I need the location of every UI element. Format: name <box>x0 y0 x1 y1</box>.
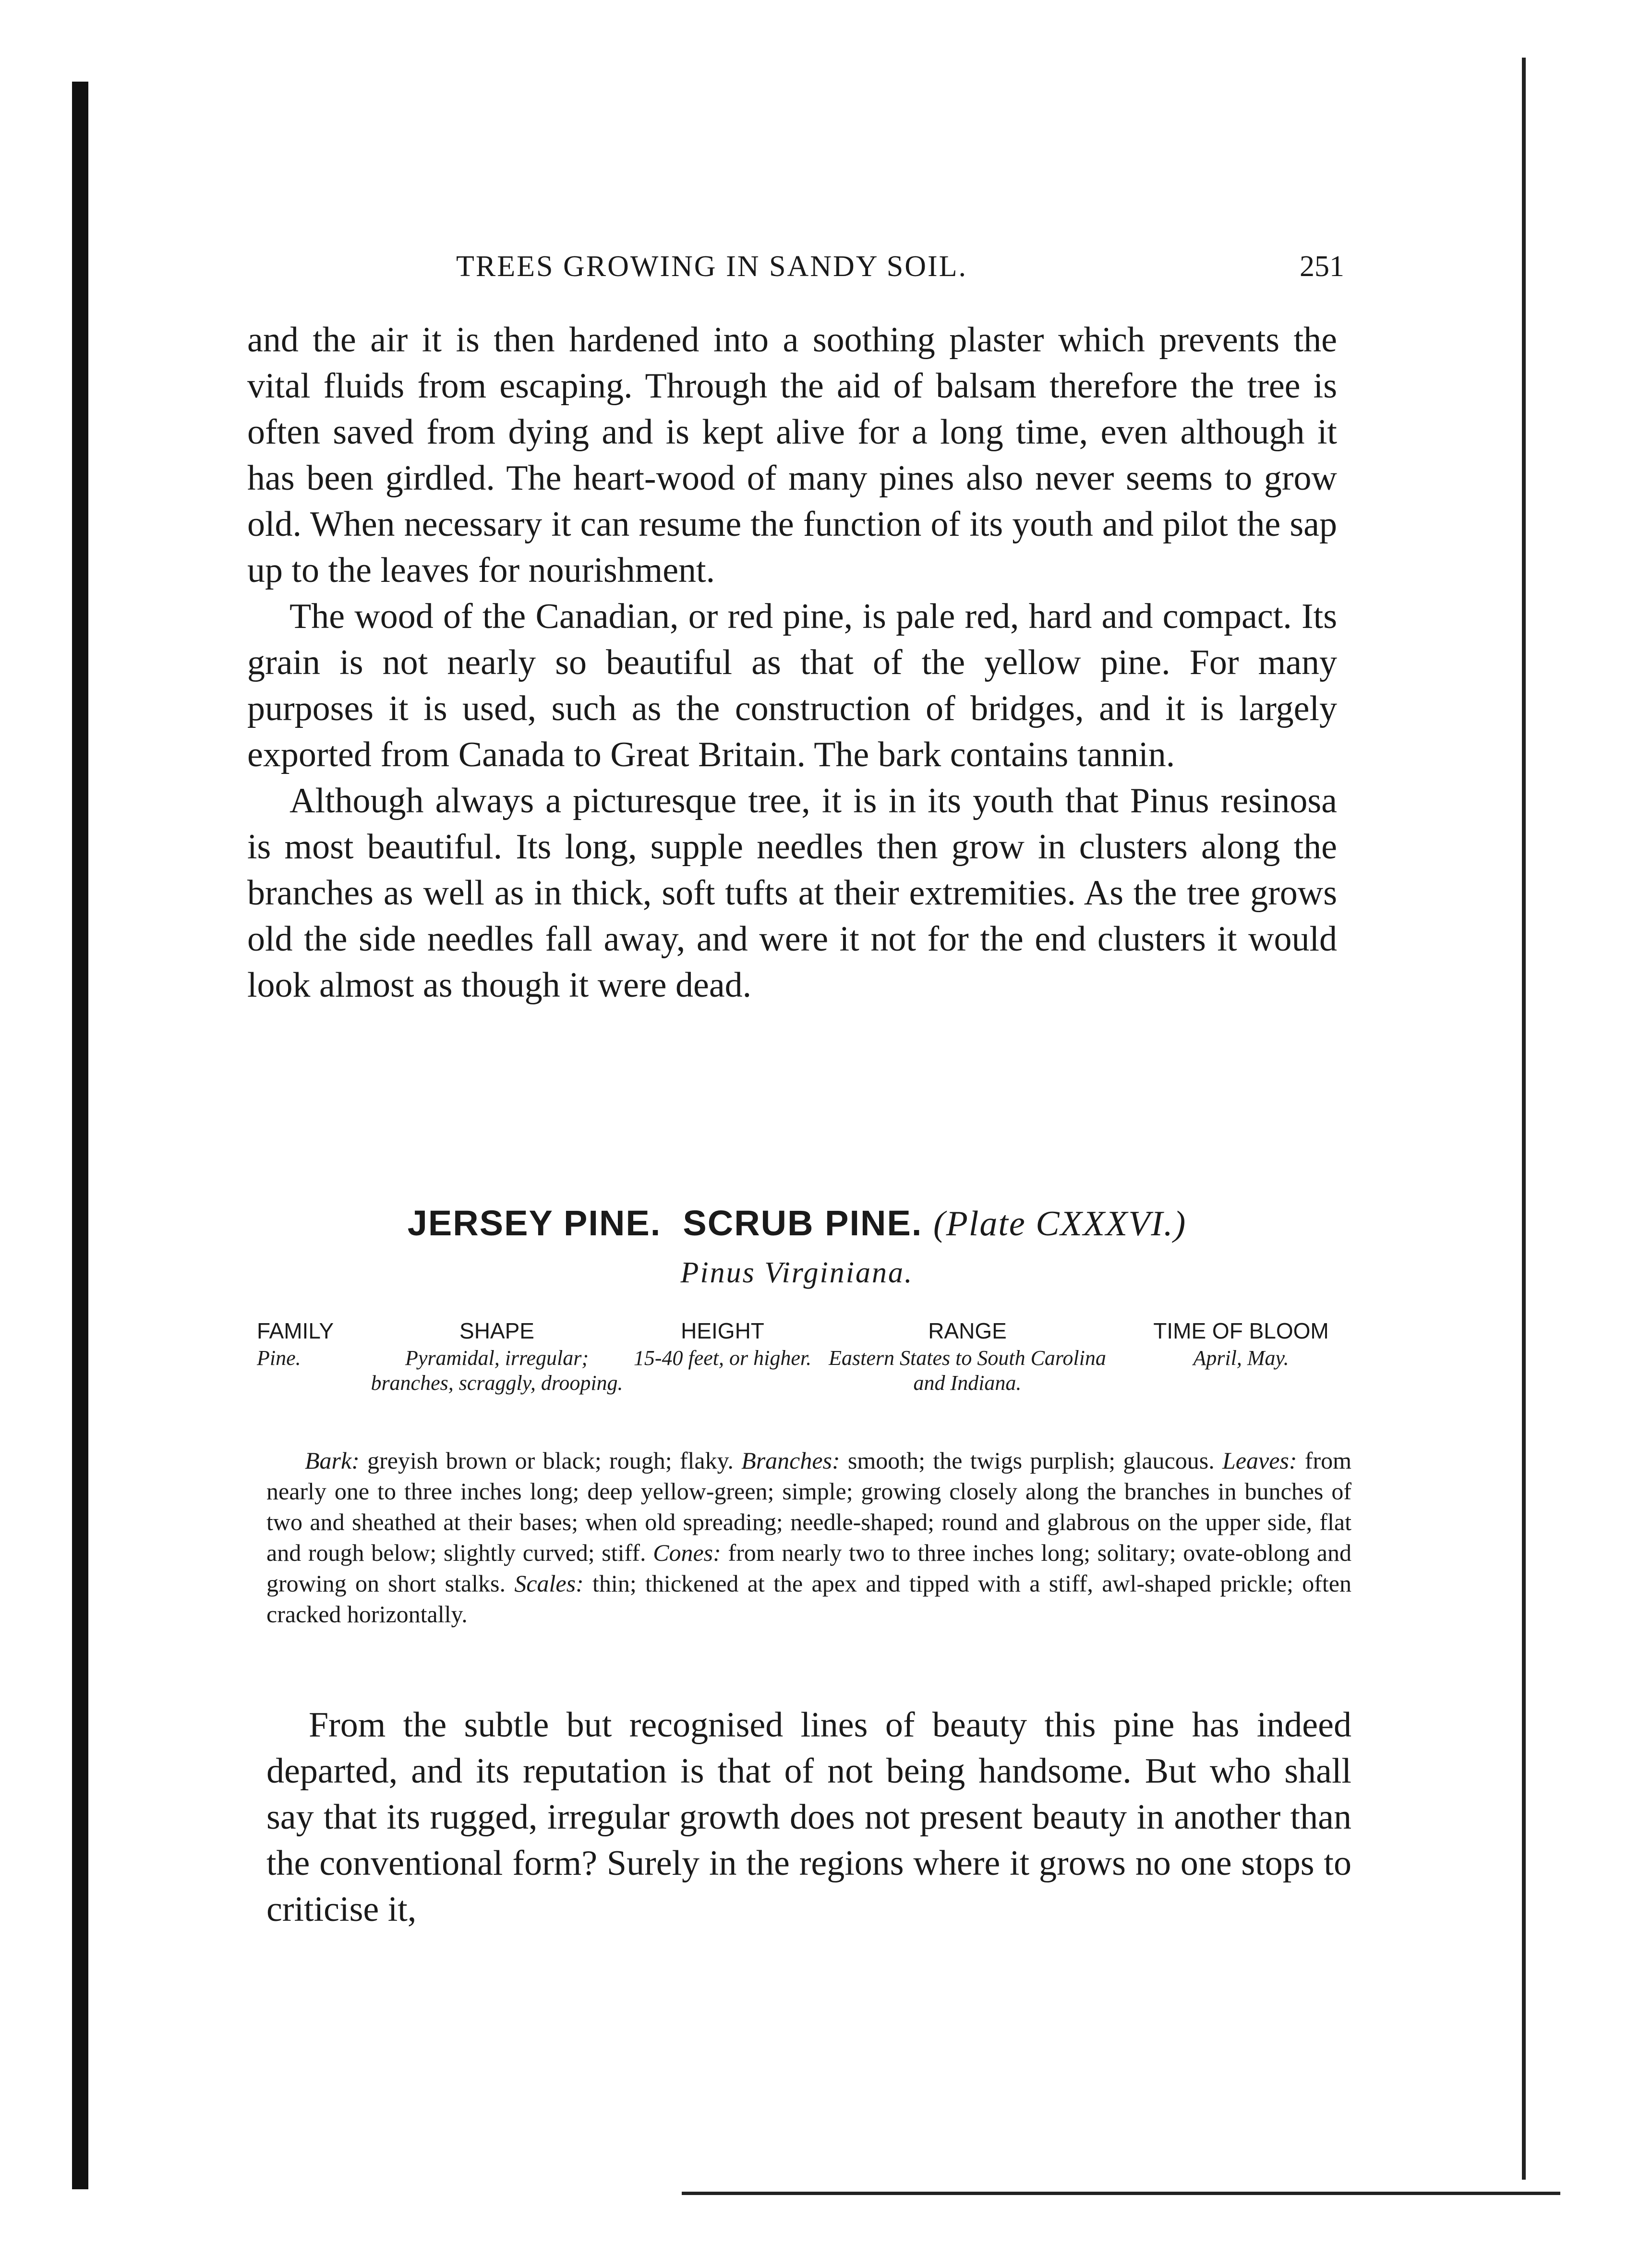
header-range: RANGE <box>928 1318 1007 1343</box>
section-heading <box>250 1203 1344 1290</box>
latin-name: Pinus Virginiana. <box>680 1256 914 1289</box>
tree-info-table <box>257 1318 1361 1396</box>
page-number: 251 <box>1300 250 1344 283</box>
body-paragraph-3: Although always a picturesque tree, it is in its youth that Pinus resinosa is most beautiful. Its long, supple needles then grow in clusters along the branches as well as in thick, soft tufts at their extremities. As the tree grows old the side needles fall away, and were it not for the end clusters it would look almost as though it were dead. <box>247 781 1337 1005</box>
branches-label: Branches: <box>741 1447 840 1474</box>
closing-text <box>266 1702 1351 1932</box>
body-text <box>247 317 1337 1008</box>
leaves-text: from nearly one to three inches long; deep yellow-green; simple; growing closely along the branches in bunches of two and sheathed at their bases; when old spreading; needle-shaped; round and glabrous on the upper side, flat and rough below; slightly curved; stiff. <box>266 1447 1351 1566</box>
tree-common-names: JERSEY PINE. SCRUB PINE. <box>407 1203 923 1243</box>
bark-text: greyish brown or black; rough; flaky. <box>359 1447 742 1474</box>
bark-label: Bark: <box>305 1447 360 1474</box>
description-paragraph <box>266 1445 1351 1629</box>
body-paragraph-1: and the air it is then hardened into a soothing plaster which prevents the vital fluids from escaping. Through the aid of balsam therefore the tree is often saved from dying and is kept alive for a long time, even although it has been girdled. The heart-wood of many pines also never seems to grow old. When necessary it can resume the function of its youth and pilot the sap up to the leaves for nourishment. <box>247 320 1337 590</box>
value-bloom: April, May. <box>1193 1346 1289 1370</box>
cones-label: Cones: <box>653 1539 721 1566</box>
scales-label: Scales: <box>514 1570 584 1597</box>
header-height: HEIGHT <box>681 1318 764 1343</box>
section-title <box>250 1203 1344 1244</box>
botanical-description <box>266 1445 1351 1629</box>
branches-text: smooth; the twigs purplish; glaucous. <box>840 1447 1222 1474</box>
value-height: 15-40 feet, or higher. <box>633 1346 812 1370</box>
cones-text: from nearly two to three inches long; solitary; ovate-oblong and growing on short stalks. <box>266 1539 1351 1597</box>
header-shape: SHAPE <box>459 1318 534 1343</box>
scales-text: thin; thickened at the apex and tipped with a stiff, awl-shaped prickle; often cracked horizontally. <box>266 1570 1351 1628</box>
plate-reference: (Plate CXXXVI.) <box>933 1204 1187 1243</box>
closing-paragraph: From the subtle but recognised lines of beauty this pine has indeed departed, and its reputation is that of not being handsome. But who shall say that its rugged, irregular growth does not present beauty in another than the conventional form? Surely in the regions where it grows no one stops to criticise it, <box>266 1705 1351 1929</box>
body-paragraph-2: The wood of the Canadian, or red pine, is pale red, hard and compact. Its grain is not nearly so beautiful as that of the yellow pine. For many purposes it is used, such as the construction of bridges, and it is largely exported from Canada to Great Britain. The bark contains tannin. <box>247 597 1337 774</box>
running-head <box>250 250 1354 288</box>
leaves-label: Leaves: <box>1222 1447 1297 1474</box>
table-row <box>257 1346 1361 1396</box>
value-shape: Pyramidal, irregular; branches, scraggly, drooping. <box>371 1346 623 1395</box>
table-header-row <box>257 1318 1361 1346</box>
header-family: FAMILY <box>257 1318 334 1343</box>
value-range: Eastern States to South Carolina and Indiana. <box>829 1346 1106 1395</box>
value-family: Pine. <box>257 1346 301 1370</box>
header-bloom: TIME OF BLOOM <box>1153 1318 1329 1343</box>
running-title: TREES GROWING IN SANDY SOIL. <box>456 250 968 283</box>
